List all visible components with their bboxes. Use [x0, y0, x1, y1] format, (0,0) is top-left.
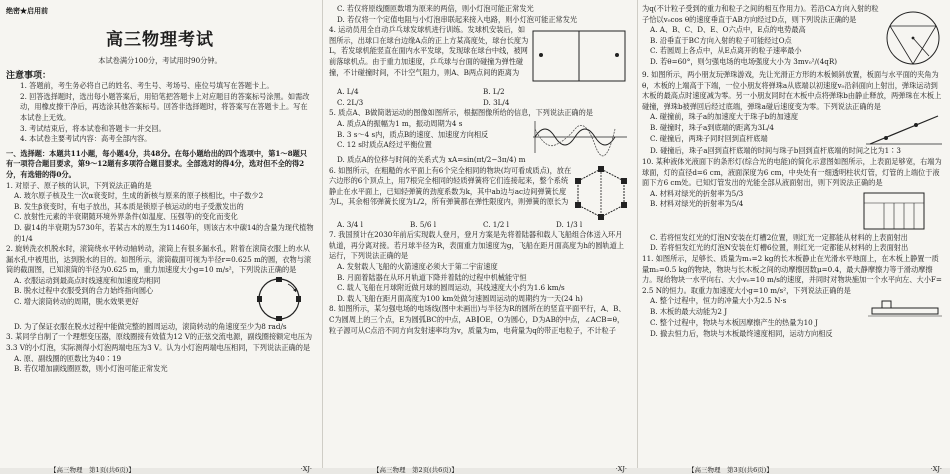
question-11: 11. 如图所示，足够长、质量为m₁=2 kg的长木板静止在光滑水平地面上，在木板上静置一质量m₂=0.5 kg的物块，物块与长木板之间的动摩擦因数μ=0.4，最大静摩擦力等于滑动摩擦力。现给物块一水平向右、大小v₀=10 m/s的速度，并同时对物块施加一个水平向左、大小F=2.5 N的恒力。取重力加速度大小g=10 m/s²，下列说法正确的是	[642, 253, 942, 295]
notice-item: 1. 答题前，考生务必将自己的姓名、考生号、考场号、座位号填写在答题卡上。	[20, 81, 274, 91]
q3-option-d: D. 若仅将一个定值电阻与小灯泡串联起来接入电路，则小灯泡可能正常发光	[337, 14, 578, 24]
question-2: 2. 旋转洗衣机脱水时，滚筒绕水平转动轴转动，滚筒上有很多漏水孔，附着在滚筒衣服上的水从漏水孔中被甩出，达到脱水的目的。如图所示，滚筒截面可视为半径r=0.625 m的圆，衣物与滚筒的截面图，已知滚筒的半径为0.625 m，重力加速度大小g=10 m/s²，下列说法正确的是	[6, 244, 312, 275]
notice-title: 注意事项：	[6, 71, 52, 82]
q3-option-a: A. 原、副线圈的匝数比为40∶19	[14, 353, 122, 363]
question-1: 1. 对原子、原子核的认识，下列说法正确的是	[6, 180, 152, 190]
q6-option-d: D. 1/3 l	[556, 219, 583, 229]
page-2	[322, 0, 635, 474]
q8-option-c: C. 若圆周上各点中，从E点离开的粒子速率最小	[650, 46, 802, 56]
question-8: 8. 如图所示，某匀强电场的电场线(图中未画出)与半径为R的圆所在的竖直平面平行，A、B、C为圆周上的三个点，E为圆弧BC的中点，AB∥OE，O为圆心，D为AB的中点，∠ACB=θ，粒子源可从C点沿不同方向发射速率均为v，质量为m，电荷量为q的带正电粒子，不计粒子	[329, 304, 626, 335]
question-9: 9. 如图所示，两小朋友玩弹珠游戏，先让光滑正方形的木板倾斜放置，板面与水平面的夹角为θ，木板的上端高于下端，一位小朋友将弹珠a从底端以初速度v₀沿斜面向上射出，弹珠运动到木板的最高点时速度减为零。另一小朋友同时在木板中点将弹珠b由静止释放，两弹珠在木板上碰撞，弹珠b被弹回后经过底端，弹珠a碰后速度变为零。下列说法正确的是	[642, 70, 942, 111]
notice-item: 3. 考试结束后，将本试卷和答题卡一并交回。	[20, 123, 166, 133]
q8-option-a: A. A、B、C、D、E、O六点中，E点的电势最高	[650, 25, 806, 35]
footer-code: ·XJ·	[300, 465, 312, 473]
q9-option-b: B. 碰撞时，珠子a到底端的距离为3L/4	[650, 122, 774, 132]
question-3: 3. 某同学自制了一个理想变压器，原线圈接有效值为12 V的正弦交流电源，副线圈接额定电压为3.3 V的小灯泡，实际测得小灯泡两端电压为3 V。认为小灯泡两端电压相同，下列说法正确的是	[6, 332, 313, 353]
q10-option-a: A. 材料对绿光的折射率为5/3	[650, 188, 744, 198]
question-7: 7. 我国预计在2030年前后实现载人登月，登月方案是先将着陆器和载人飞船组合体送入环月轨道，再分离对接。若月球半径为R，表面重力加速度为g，飞船在距月面高度为h的圆轨道上运行，下列说法正确的是	[329, 230, 624, 261]
question-5: 5. 质点A、B做简谐运动的图像如图所示，根据图像所给的信息，下列说法正确的是	[329, 108, 593, 118]
question-4: 4. 运动员用全自动乒乓球发球机进行训练。发球机安装后，如图所示，出球口在球台边缘A点的正上方某高度处，球台长度为L，若发球机能竖直在面内水平发球，发现球在球台中线，被网前落球机点。由于重力加速度，乒乓球与台面的碰撞为弹性碰撞，不计碰撞时间，不计空气阻力，则A、B两点间的距离为	[329, 25, 529, 77]
q1-option-a: A. 玻尔原子核及生一次α衰变时，生成的新核与原来的原子核相比，中子数少2	[14, 191, 264, 201]
page-1	[0, 0, 320, 474]
section-heading: 一、选择题：本题共11小题，每小题4分，共48分。在每小题给出的四个选项中，第1～8题只有一项符合题目要求，第9～12题有多项符合题目要求。全部选对的得4分，选对但不全的得2分，有选错的得0分。	[6, 148, 307, 179]
q5-option-c: C. 12 s时质点A经过平衡位置	[337, 140, 432, 150]
q9-option-d: D. 碰撞后，珠子a回到直杆底端的时间与珠子b回到直杆底端的时间之比为1∶3	[650, 146, 901, 156]
q5-option-a: A. 质点A的振幅为1 m，振动周期为4 s	[337, 118, 463, 128]
q10-option-c: C. 若将恒发红光的灯泡N安装在灯槽2位置，则红光一定都能从材料的上表面射出	[650, 232, 908, 242]
block-board-figure	[866, 296, 944, 318]
q4-option-b: B. L/2	[483, 87, 505, 97]
q6-option-a: A. 3/4 l	[337, 219, 363, 229]
q7-option-a: A. 发射载人飞船的火箭速度必须大于第二宇宙速度	[337, 261, 498, 271]
q11-option-b: B. 木板的最大动能为2 J	[650, 306, 728, 316]
question-10: 10. 某种液体光液面下的条形灯(综合光的电能)的简化示意图如图所示，上表面足够宽，右端为球面，灯的直径d=6 cm，液面深度为6 cm，中央处有一细透明柱状灯管，灯管的上端位于液面下方6 cm处。已知灯管发出的光能全部从液面射出，则下列说法正确的是	[642, 156, 942, 188]
exam-meta: 本试卷满分100分，考试用时90分钟。	[98, 55, 222, 65]
page-title: 高三物理考试	[106, 29, 214, 50]
ping-pong-table-figure	[529, 25, 629, 87]
notice-item: 2. 回答选择题时，选出每小题答案后，用铅笔把答题卡上对应题目的答案标号涂黑。如需改动，用橡皮擦干净后，再选涂其他答案标号。回答非选择题时，将答案写在答题卡上。写在本试卷上无效。	[20, 91, 310, 122]
q2-option-b: B. 脱水过程中衣服受到的合力始终指向圆心	[14, 286, 154, 296]
q1-option-c: C. 放射性元素的半衰期随环境外界条件(如温度、压强等)的变化而变化	[14, 212, 238, 222]
q4-option-a: A. L/4	[337, 87, 359, 97]
q1-option-d: D. 碳14的半衰期为5730年，若某古木的原生为11460年，则该古木中碳14的含量为现代植物的1/4	[14, 222, 314, 243]
q2-option-a: A. 衣服运动到最高点时线速度和加速度均相同	[14, 275, 161, 285]
question-8-continued: 为q(不计粒子受到的重力和粒子之间的相互作用力)。若沿CA方向入射的粒子恰以v₀cos θ的速度垂直于AB方向经过D点，则下列说法正确的是	[642, 4, 879, 24]
circle-field-figure	[882, 4, 944, 70]
q5-option-b: B. 3 s～4 s内，质点B的速度、加速度方向相反	[337, 129, 489, 139]
q6-option-b: B. 5/6 l	[410, 219, 437, 229]
oscillation-graph	[529, 119, 629, 155]
footer-label: 【高三物理 第3页(共6页)】	[688, 466, 773, 474]
secret-label: 绝密★启用前	[6, 6, 48, 15]
q8-option-b: B. 沿垂直于BC方向入射的粒子可能经过O点	[650, 35, 792, 45]
q11-option-c: C. 整个过程中，物块与木板因摩擦产生的热量为10 J	[650, 318, 818, 328]
light-tank-figure	[844, 189, 944, 233]
q9-option-c: C. 碰撞后，两珠子同时回到直杆底端	[650, 133, 768, 143]
q4-option-c: C. 2L/3	[337, 97, 364, 107]
hexagon-spring-figure	[573, 166, 629, 220]
drum-figure	[244, 276, 314, 322]
q11-option-d: D. 撤去恒力后，物块与木板最终速度相同，运动方向相反	[650, 328, 833, 338]
q3-option-c: C. 若仅将原线圈匝数增为原来的两倍，则小灯泡可能正常发光	[337, 4, 534, 13]
footer-code: ·XJ·	[930, 465, 942, 473]
notice-item: 4. 本试卷主要考试内容：高考全部内容。	[20, 134, 152, 144]
incline-rod-figure	[864, 112, 944, 146]
q10-option-b: B. 材料对绿光的折射率为5/4	[650, 199, 744, 209]
q9-option-a: A. 碰撞前，珠子a的加速度大于珠子b的加速度	[650, 112, 799, 122]
q2-option-d: D. 为了保证衣服在脱水过程中能做完整的圆周运动，滚筒转动的角速度至少为8 rad/s	[14, 321, 287, 331]
q7-option-c: C. 载人飞船在月球附近做月球的圆周运动，其线速度大小约为1.6 km/s	[337, 283, 565, 293]
footer-label: 【高三物理 第1页(共6页)】	[50, 466, 135, 474]
question-6: 6. 如图所示，在粗糙的水平面上有6个完全相同的物块(均可看成质点)，放在六边形的6个顶点上，用7根完全相同的轻质弹簧将它们连接起来，整个系统静止在水平面上，已知轻弹簧的劲度系数为k，其中ab边与ac边间弹簧长度为L，其余相邻弹簧长度为L/2，所有弹簧都在弹性限度内，则弹簧的原长为	[329, 165, 572, 207]
q8-option-d: D. 若θ=60°，则匀强电场的电场强度大小为 3mv₀²/(4qR)	[650, 56, 838, 66]
q10-option-d: D. 若将恒发红光的灯泡N安装在灯槽6位置，则红光一定都能从材料的上表面射出	[650, 243, 909, 253]
q7-option-d: D. 载人飞船在距月面高度为100 km处做匀速圆周运动的周期约为一天(24 h)	[337, 293, 583, 303]
q6-option-c: C. 1/2 l	[483, 219, 509, 229]
q1-option-b: B. 发生β衰变时，有电子放出，其本质是锁原子核运动的电子受激发出的	[14, 201, 244, 211]
q11-option-a: A. 整个过程中，恒力的冲量大小为2.5 N·s	[650, 296, 787, 306]
page-3	[637, 0, 950, 474]
q3-option-b: B. 若仅增加副线圈匝数，则小灯泡可能正常发光	[14, 364, 168, 374]
q5-option-d: D. 质点A的位移与时间的关系式为 xA=sin(πt/2−3π/4) m	[337, 154, 526, 164]
footer-label: 【高三物理 第2页(共6页)】	[373, 466, 458, 474]
footer-code: ·XJ·	[615, 465, 627, 473]
q7-option-b: B. 月面着陆器在从环月轨道下降并着陆的过程中机械能守恒	[337, 272, 527, 282]
q4-option-d: D. 3L/4	[483, 97, 510, 107]
q2-option-c: C. 增大滚筒转动的周期，脱水效果更好	[14, 297, 139, 307]
